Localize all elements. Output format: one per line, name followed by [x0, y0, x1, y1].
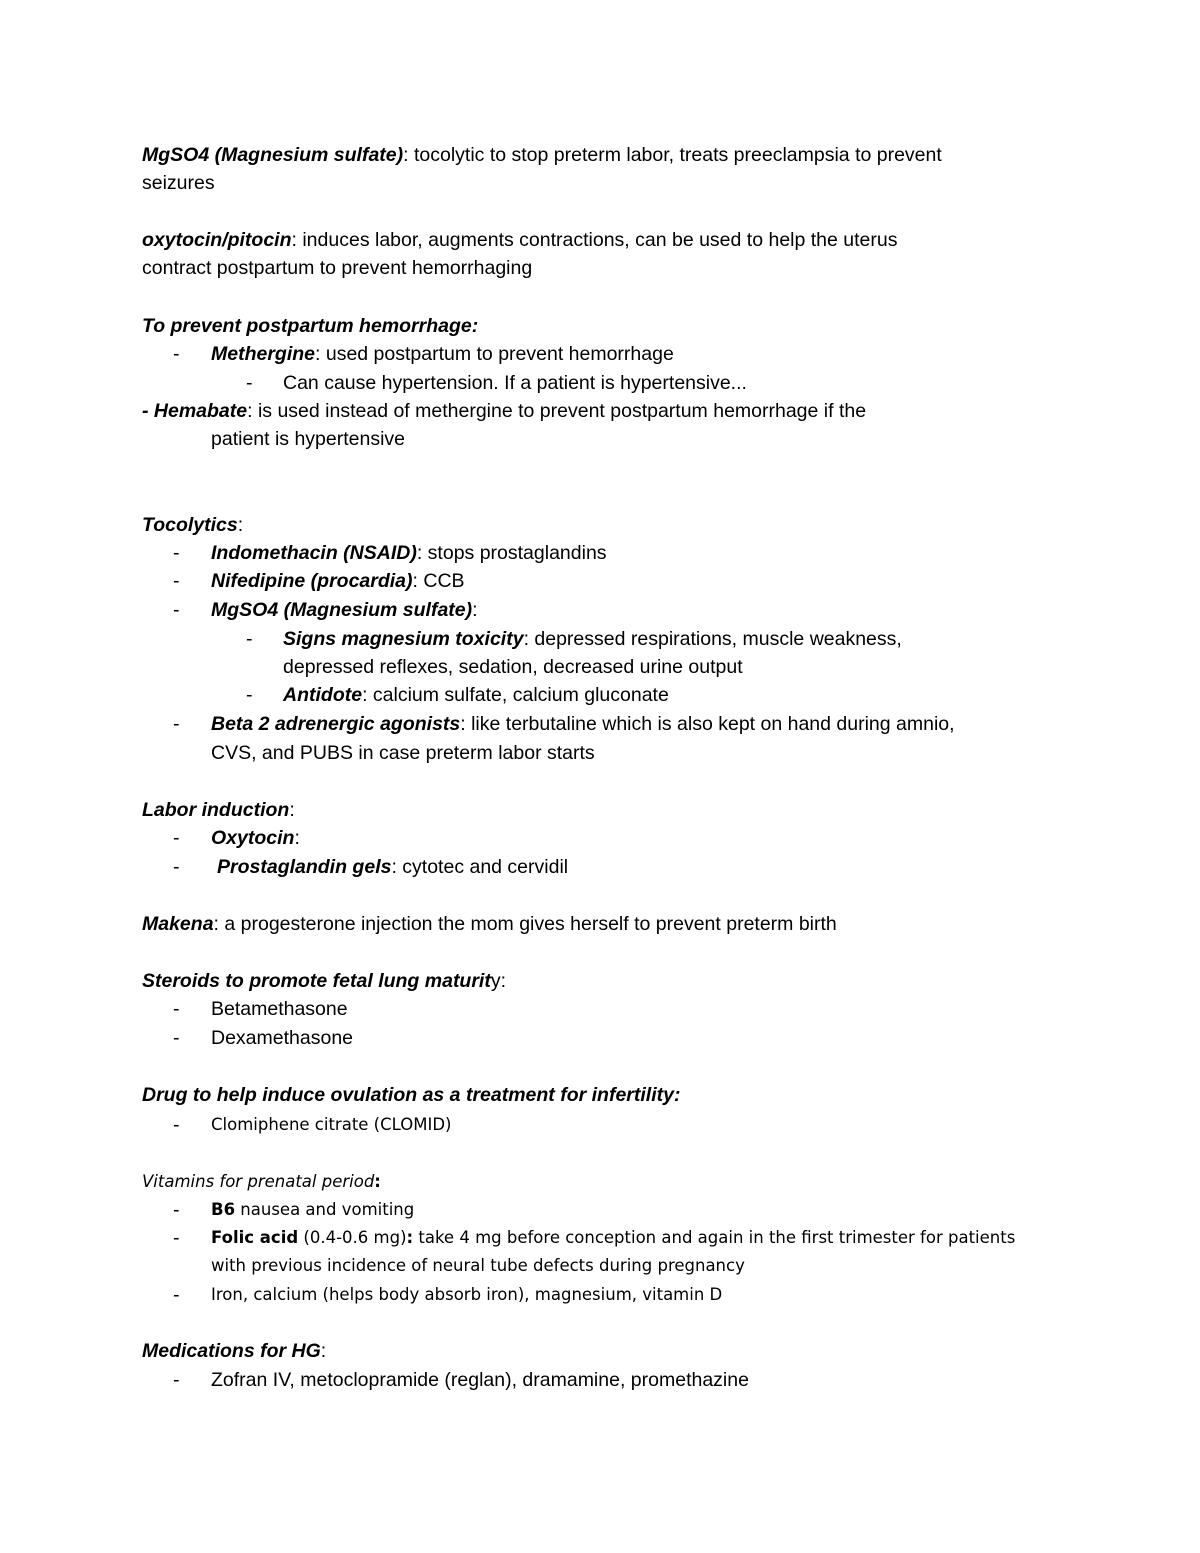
toxicity-term: Signs magnesium toxicity	[283, 628, 524, 650]
bullet-dash: -	[173, 343, 180, 365]
mgso4-line-2: seizures	[142, 172, 215, 194]
oxytocin-text: : induces labor, augments contractions, can be used to help the uterus	[291, 229, 898, 251]
nifedipine-term: Nifedipine (procardia)	[211, 570, 413, 592]
folic-colon: :	[406, 1228, 414, 1247]
bullet-dash: -	[173, 856, 180, 878]
makena-term: Makena	[142, 913, 214, 935]
vitamins-heading	[142, 1168, 381, 1197]
bullet-dash: -	[173, 542, 180, 564]
methergine-subitem: Can cause hypertension. If a patient is hypertensive...	[283, 372, 747, 394]
toxicity-line-1	[283, 625, 902, 654]
mgso4-line-1	[142, 141, 942, 170]
vitamins-colon: :	[374, 1172, 381, 1191]
steroids-heading-end: y:	[490, 970, 507, 992]
bullet-dash: -	[173, 1369, 180, 1391]
makena-text: : a progesterone injection the mom gives herself to prevent preterm birth	[213, 913, 837, 935]
prostaglandin-text: : cytotec and cervidil	[391, 856, 569, 878]
bullet-dash: -	[173, 713, 180, 735]
tocolytics-colon: :	[237, 514, 244, 536]
oxytocin-induction-text: :	[294, 827, 300, 849]
mgso4-term: MgSO4 (Magnesium sulfate)	[142, 144, 404, 166]
bullet-dash: -	[173, 599, 180, 621]
prostaglandin-item	[217, 853, 568, 882]
antidote-term: Antidote	[283, 684, 363, 706]
hemabate-text: : is used instead of methergine to prevent postpartum hemorrhage if the	[247, 400, 867, 422]
hg-heading	[142, 1337, 326, 1366]
nifedipine-item	[211, 567, 465, 596]
antidote-item	[283, 681, 669, 710]
hemabate-line-1	[142, 397, 866, 426]
hg-colon: :	[320, 1340, 327, 1362]
oxytocin-line-2: contract postpartum to prevent hemorrhaging	[142, 257, 533, 279]
methergine-text: : used postpartum to prevent hemorrhage	[315, 343, 674, 365]
bullet-dash: -	[173, 827, 180, 849]
beta-agonist-line-2: CVS, and PUBS in case preterm labor starts	[211, 742, 595, 764]
pph-heading: To prevent postpartum hemorrhage:	[142, 315, 479, 337]
steroids-heading	[142, 967, 506, 996]
bullet-dash: -	[173, 1227, 180, 1249]
induction-heading-text: Labor induction	[142, 799, 290, 821]
prostaglandin-term: Prostaglandin gels	[217, 856, 392, 878]
steroids-heading-text: Steroids to promote fetal lung maturit	[142, 970, 491, 992]
antidote-text: : calcium sulfate, calcium gluconate	[362, 684, 669, 706]
bullet-dash: -	[246, 628, 253, 650]
b6-item	[211, 1196, 414, 1225]
hemabate-term: - Hemabate	[142, 400, 248, 422]
oxytocin-induction-item	[211, 824, 300, 853]
oxytocin-induction-term: Oxytocin	[211, 827, 295, 849]
methergine-term: Methergine	[211, 343, 316, 365]
indomethacin-item	[211, 539, 607, 568]
toxicity-line-2: depressed reflexes, sedation, decreased urine output	[283, 656, 743, 678]
oxytocin-term: oxytocin/pitocin	[142, 229, 292, 251]
induction-heading	[142, 796, 295, 825]
tocolytics-heading-text: Tocolytics	[142, 514, 238, 536]
b6-text: nausea and vomiting	[235, 1200, 415, 1219]
indomethacin-text: : stops prostaglandins	[416, 542, 607, 564]
hemabate-line-2: patient is hypertensive	[211, 428, 406, 450]
toxicity-text: : depressed respirations, muscle weakness,	[523, 628, 902, 650]
bullet-dash: -	[246, 372, 253, 394]
folic-dose: (0.4-0.6 mg)	[298, 1228, 407, 1247]
mgso4-tocolytic-term: MgSO4 (Magnesium sulfate)	[211, 599, 473, 621]
mgso4-tocolytic-item	[211, 596, 478, 625]
oxytocin-line-1	[142, 226, 897, 255]
vitamins-heading-text: Vitamins for prenatal period	[142, 1172, 375, 1191]
tocolytics-heading	[142, 511, 243, 540]
folic-text: take 4 mg before conception and again in the first trimester for patients	[413, 1228, 1016, 1247]
folic-line-1	[211, 1224, 1015, 1253]
hg-heading-text: Medications for HG	[142, 1340, 321, 1362]
beta-agonist-line-1	[211, 710, 955, 739]
induction-colon: :	[289, 799, 295, 821]
makena-line	[142, 910, 837, 939]
mgso4-text: : tocolytic to stop preterm labor, treats preeclampsia to prevent	[403, 144, 942, 166]
bullet-dash: -	[246, 684, 253, 706]
mgso4-tocolytic-text: :	[472, 599, 478, 621]
bullet-dash: -	[173, 1027, 180, 1049]
folic-term: Folic acid	[211, 1228, 299, 1247]
methergine-item	[211, 340, 674, 369]
ovulation-heading: Drug to help induce ovulation as a treatment for infertility:	[142, 1084, 681, 1106]
bullet-dash: -	[173, 1199, 180, 1221]
folic-line-2: with previous incidence of neural tube defects during pregnancy	[211, 1256, 745, 1275]
hg-item: Zofran IV, metoclopramide (reglan), dramamine, promethazine	[211, 1369, 749, 1391]
bullet-dash: -	[173, 1284, 180, 1306]
iron-item: Iron, calcium (helps body absorb iron), magnesium, vitamin D	[211, 1285, 723, 1304]
clomid-item: Clomiphene citrate (CLOMID)	[211, 1115, 452, 1134]
b6-term: B6	[211, 1200, 236, 1219]
beta-agonist-text: : like terbutaline which is also kept on hand during amnio,	[460, 713, 955, 735]
steroid-item: Dexamethasone	[211, 1027, 354, 1049]
bullet-dash: -	[173, 570, 180, 592]
bullet-dash: -	[173, 998, 180, 1020]
indomethacin-term: Indomethacin (NSAID)	[211, 542, 417, 564]
nifedipine-text: : CCB	[412, 570, 465, 592]
steroid-item: Betamethasone	[211, 998, 348, 1020]
bullet-dash: -	[173, 1114, 180, 1136]
beta-agonist-term: Beta 2 adrenergic agonists	[211, 713, 461, 735]
